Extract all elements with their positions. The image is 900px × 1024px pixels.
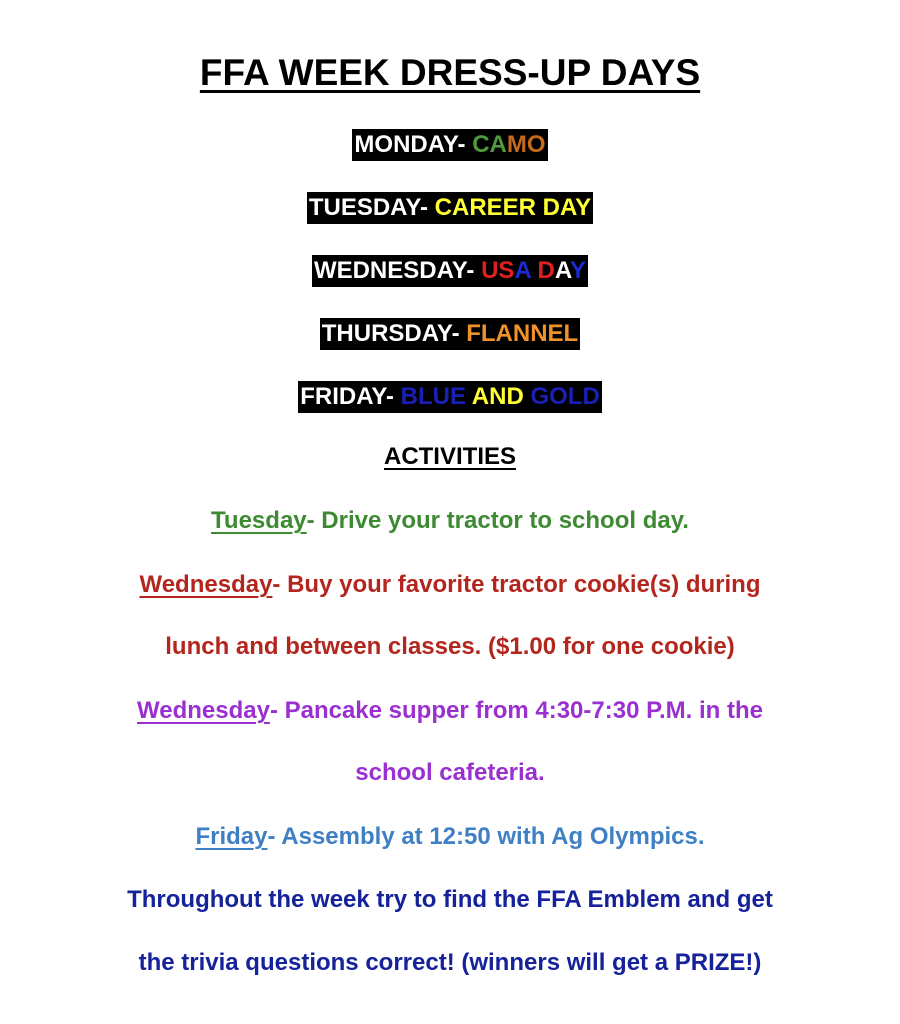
page-title: FFA WEEK DRESS-UP DAYS <box>199 52 701 93</box>
activity-line <box>0 948 900 978</box>
dress-up-day-name: WEDNESDAY- <box>313 257 482 284</box>
dress-up-day-row <box>0 255 900 287</box>
activity-text: - Buy your favorite tractor cookie(s) during <box>272 571 761 598</box>
dress-up-theme-text: O <box>526 131 546 158</box>
activity-day: Friday <box>195 823 268 850</box>
dress-up-day-row <box>0 192 900 224</box>
activity-line <box>0 885 900 915</box>
activities-heading: ACTIVITIES <box>383 443 516 470</box>
dress-up-theme-text: BLUE <box>400 383 467 410</box>
activity-line <box>0 632 900 662</box>
dress-up-theme-text: M <box>506 131 527 158</box>
activity-day: Wednesday <box>137 697 270 724</box>
activity-line <box>0 758 900 788</box>
activity-text: the trivia questions correct! (winners will get a PRIZE!) <box>138 949 762 976</box>
dress-up-day-row <box>0 318 900 350</box>
dress-up-day-name: MONDAY- <box>354 131 473 158</box>
dress-up-day-name: TUESDAY- <box>308 194 435 221</box>
activity-day: Tuesday <box>211 507 307 534</box>
dress-up-day-box <box>312 255 588 287</box>
activity-line <box>0 506 900 536</box>
activity-text: - Drive your tractor to school day. <box>306 507 689 534</box>
activity-line <box>0 570 900 600</box>
activity-text: - Pancake supper from 4:30-7:30 P.M. in the <box>269 697 763 724</box>
dress-up-theme-text: CA <box>472 131 507 158</box>
dress-up-theme-text: A <box>514 257 531 284</box>
dress-up-day-row <box>0 129 900 161</box>
dress-up-theme-text: D <box>530 257 555 284</box>
activity-text: - Assembly at 12:50 with Ag Olympics. <box>267 823 705 850</box>
dress-up-day-name: FRIDAY- <box>300 383 401 410</box>
dress-up-theme-text: CAREER DAY <box>434 194 592 221</box>
dress-up-theme-text: A <box>554 257 571 284</box>
dress-up-theme-text: GOLD <box>530 383 600 410</box>
dress-up-day-box <box>307 192 593 224</box>
dress-up-theme-text: Y <box>570 257 587 284</box>
dress-up-theme-text: US <box>481 257 515 284</box>
activity-line <box>0 696 900 726</box>
dress-up-theme-text: AND <box>466 383 531 410</box>
activity-text: Throughout the week try to find the FFA Emblem and get <box>127 886 773 913</box>
activity-text: school cafeteria. <box>355 759 545 786</box>
dress-up-day-box <box>352 129 547 161</box>
dress-up-day-box <box>298 381 602 413</box>
activity-day: Wednesday <box>139 571 273 598</box>
activity-line <box>0 822 900 852</box>
dress-up-theme-text: FLANNEL <box>466 320 579 347</box>
dress-up-day-name: THURSDAY- <box>321 320 467 347</box>
dress-up-day-row <box>0 381 900 413</box>
dress-up-day-box <box>320 318 580 350</box>
activity-text: lunch and between classes. ($1.00 for one cookie) <box>165 633 735 660</box>
